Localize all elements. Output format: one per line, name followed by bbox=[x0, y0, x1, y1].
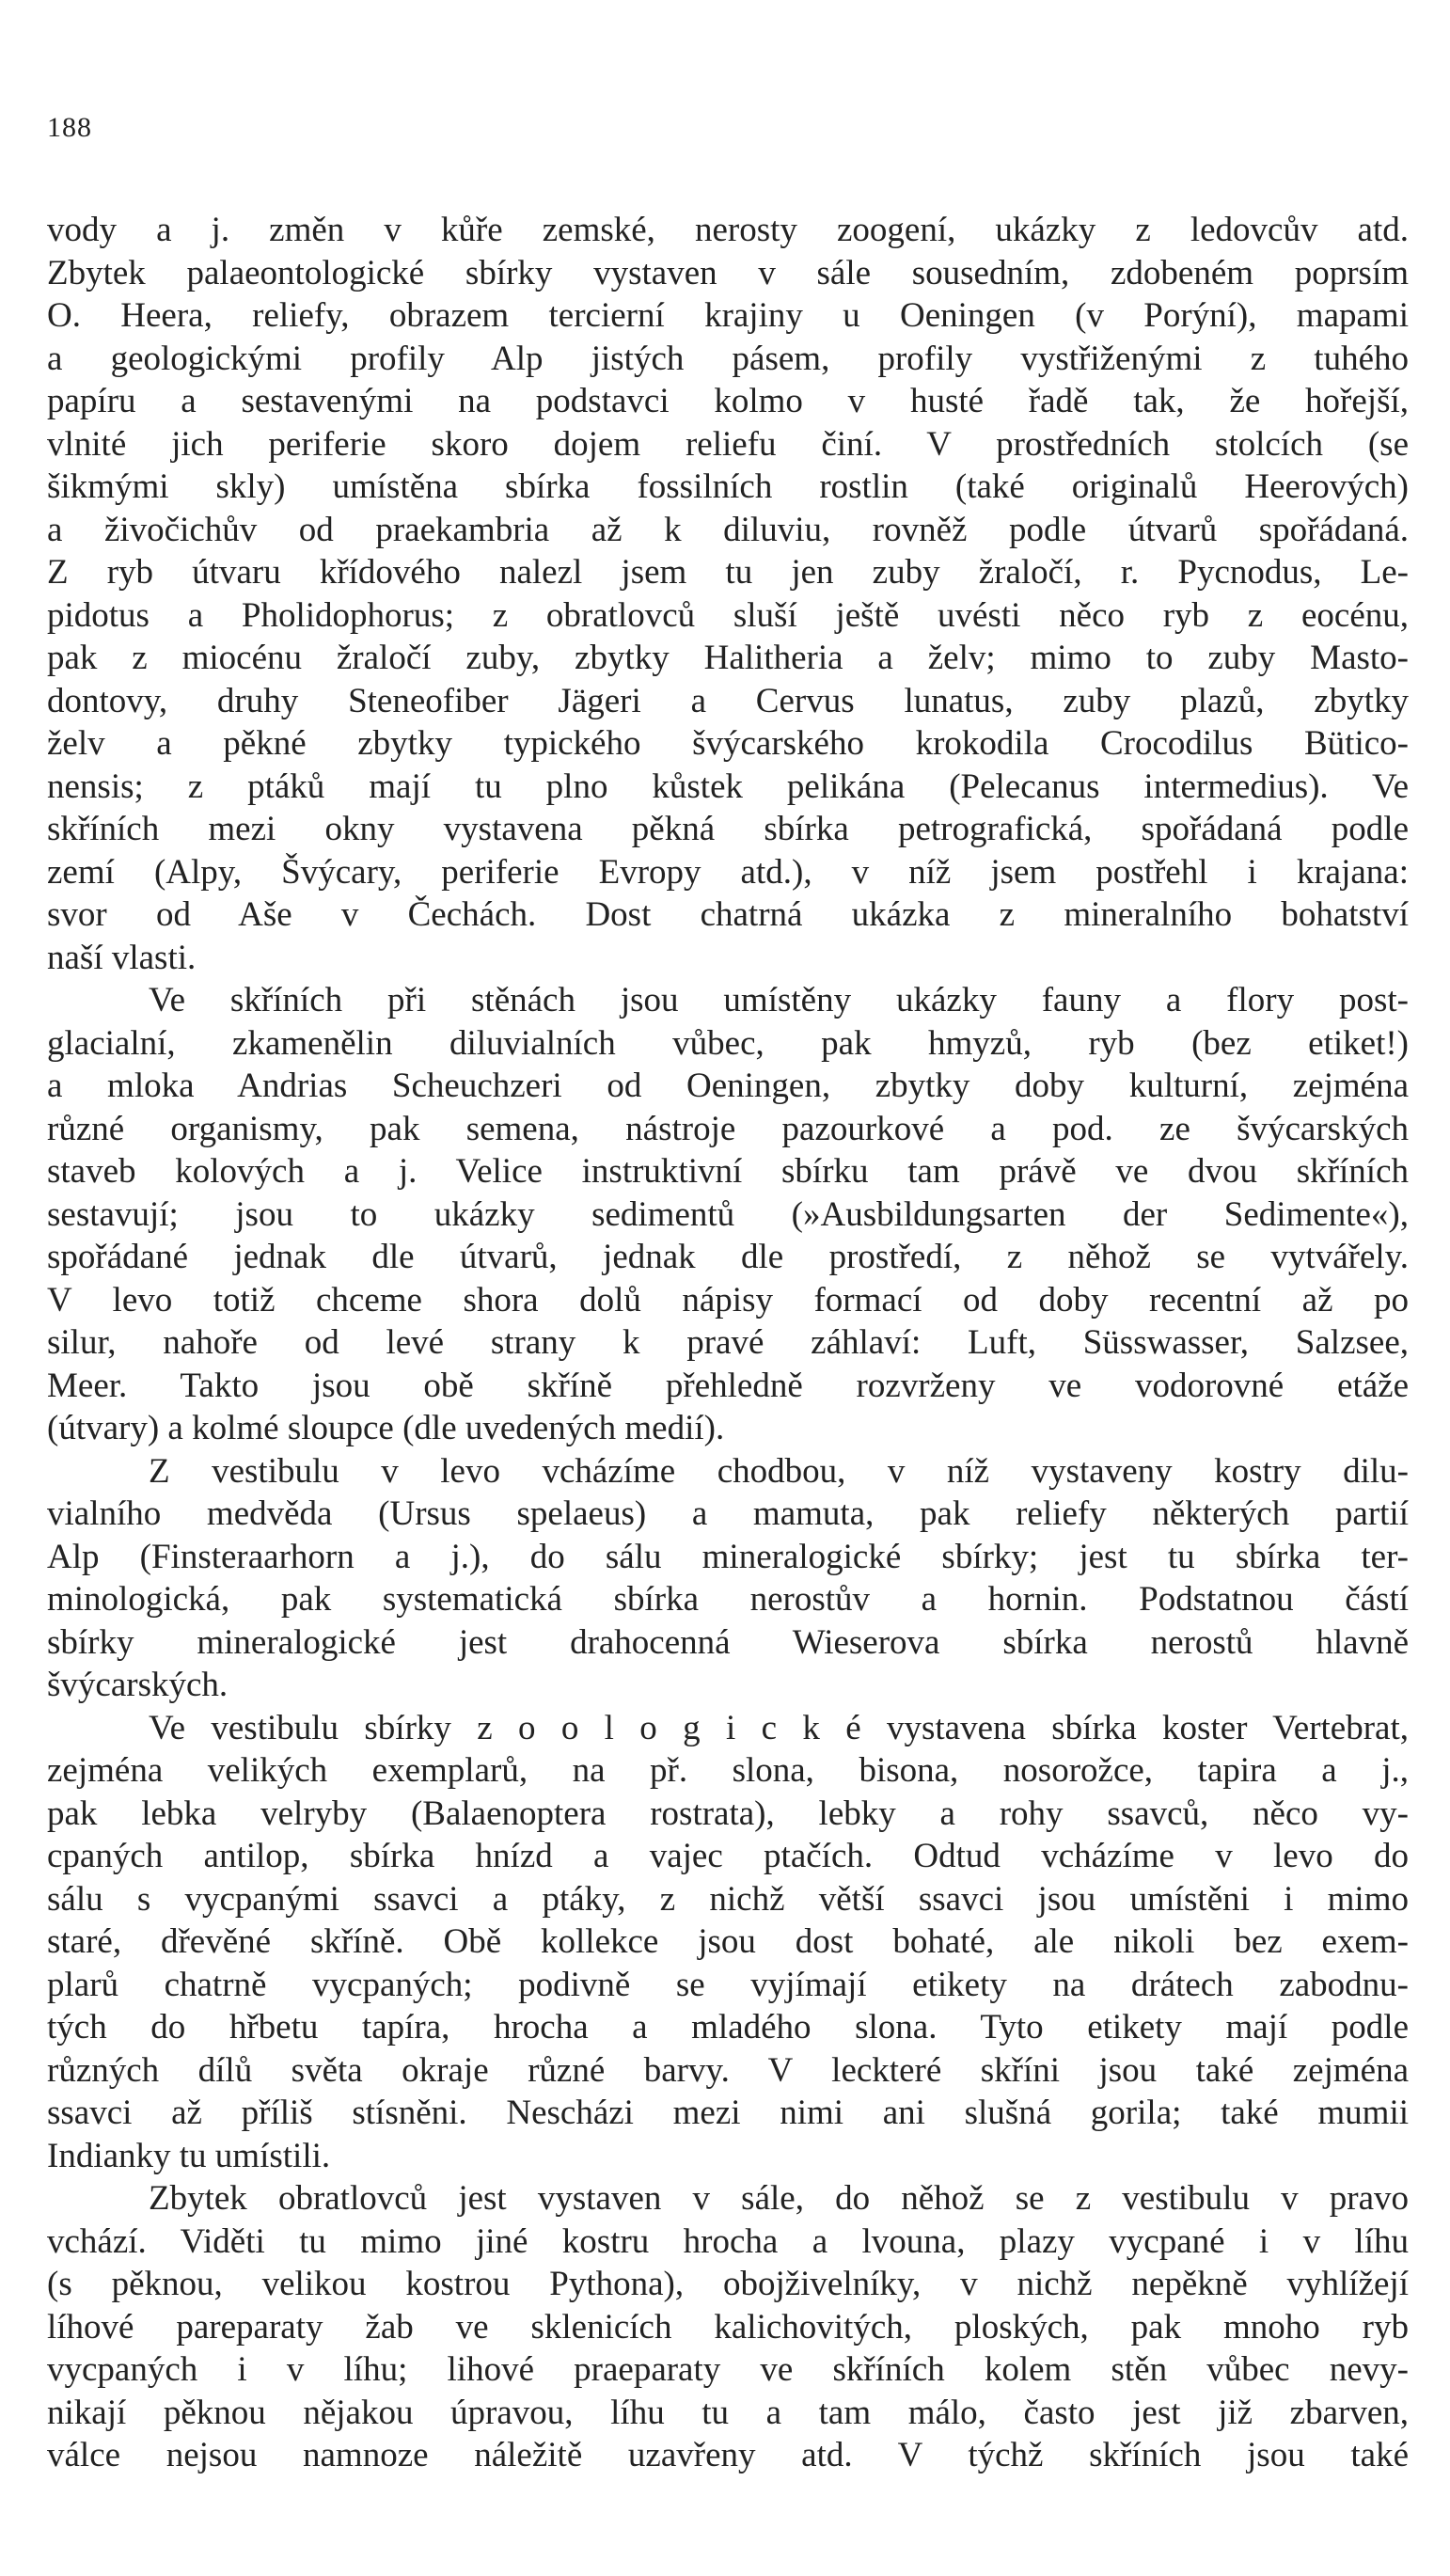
text-line: (s pěknou, velikou kostrou Pythona), obojživelníky, v nichž nepěkně vyhlížejí bbox=[47, 2265, 1409, 2303]
text-line: švýcarských. bbox=[47, 1666, 229, 1704]
text-line: pak lebka velryby (Balaenoptera rostrata), lebky a rohy ssavců, něco vy- bbox=[47, 1794, 1409, 1833]
text-line: staveb kolových a j. Velice instruktivní sbírku tam právě ve dvou skříních bbox=[47, 1152, 1409, 1191]
text-line: a živočichův od praekambria až k diluviu, rovněž podle útvarů spořádaná. bbox=[47, 510, 1409, 549]
text-line: staré, dřevěné skříně. Obě kollekce jsou dost bohaté, ale nikoli bez exem- bbox=[47, 1922, 1409, 1961]
text-line: Indianky tu umístili. bbox=[47, 2136, 331, 2175]
text-line: a geologickými profily Alp jistých pásem, profily vystřiženými z tuhého bbox=[47, 339, 1409, 378]
body-text bbox=[47, 209, 1409, 2477]
text-line: glacialní, zkamenělin diluvialních vůbec, pak hmyzů, ryb (bez etiket!) bbox=[47, 1023, 1409, 1063]
text-line: Alp (Finsteraarhorn a j.), do sálu mineralogické sbírky; jest tu sbírka ter- bbox=[47, 1537, 1409, 1576]
text-line: vialního medvěda (Ursus spelaeus) a mamuta, pak reliefy některých partií bbox=[47, 1494, 1409, 1533]
text-line: vody a j. změn v kůře zemské, nerosty zoogení, ukázky z ledovcův atd. bbox=[47, 211, 1409, 249]
text-line: Z vestibulu v levo vcházíme chodbou, v níž vystaveny kostry dilu- bbox=[149, 1451, 1409, 1491]
text-line: sestavují; jsou to ukázky sedimentů (»Ausbildungsarten der Sedimente«), bbox=[47, 1194, 1409, 1234]
text-line: vchází. Viděti tu mimo jiné kostru hrocha a lvouna, plazy vycpané i v líhu bbox=[47, 2221, 1409, 2261]
text-line: sbírky mineralogické jest drahocenná Wieserova sbírka nerostů hlavně bbox=[47, 1622, 1409, 1662]
text-line: zejména velikých exemplarů, na př. slona, bisona, nosorožce, tapira a j., bbox=[47, 1751, 1409, 1790]
text-line: vycpaných i v líhu; lihové praeparaty ve skříních kolem stěn vůbec nevy- bbox=[47, 2350, 1409, 2389]
text-line: cpaných antilop, sbírka hnízd a vajec ptačích. Odtud vcházíme v levo do bbox=[47, 1837, 1409, 1875]
text-line: pidotus a Pholidophorus; z obratlovců sluší ještě uvésti něco ryb z eocénu, bbox=[47, 595, 1409, 635]
text-line: Ve vestibulu sbírky z o o l o g i c k é vystavena sbírka koster Vertebrat, bbox=[149, 1708, 1409, 1747]
text-line: vlnité jich periferie skoro dojem reliefu činí. V prostředních stolcích (se bbox=[47, 424, 1409, 464]
text-line: zemí (Alpy, Švýcary, periferie Evropy atd.), v níž jsem postřehl i krajana: bbox=[47, 852, 1409, 892]
text-line: naší vlasti. bbox=[47, 938, 197, 977]
text-line: tých do hřbetu tapíra, hrocha a mladého slona. Tyto etikety mají podle bbox=[47, 2008, 1409, 2047]
text-line: želv a pěkné zbytky typického švýcarského krokodila Crocodilus Bütico- bbox=[47, 724, 1409, 763]
text-line: O. Heera, reliefy, obrazem tercierní krajiny u Oeningen (v Porýní), mapami bbox=[47, 296, 1409, 335]
text-line: různé organismy, pak semena, nástroje pazourkové a pod. ze švýcarských bbox=[47, 1109, 1409, 1148]
text-line: svor od Aše v Čechách. Dost chatrná ukázka z mineralního bohatství bbox=[47, 895, 1409, 934]
text-line: Zbytek obratlovců jest vystaven v sále, do něhož se z vestibulu v pravo bbox=[149, 2179, 1409, 2218]
text-line: plarů chatrně vycpaných; podivně se vyjímají etikety na drátech zabodnu- bbox=[47, 1965, 1409, 2004]
text-line: ssavci až příliš stísněni. Nescházi mezi nimi ani slušná gorila; také mumii bbox=[47, 2094, 1409, 2132]
text-line: válce nejsou namnoze náležitě uzavřeny atd. V týchž skříních jsou také bbox=[47, 2436, 1409, 2474]
text-line: líhové pareparaty žab ve sklenicích kalichovitých, ploských, pak mnoho ryb bbox=[47, 2307, 1409, 2347]
text-line: sálu s vycpanými ssavci a ptáky, z nichž větší ssavci jsou umístěni i mimo bbox=[47, 1879, 1409, 1919]
text-line: spořádané jednak dle útvarů, jednak dle prostředí, z něhož se vytvářely. bbox=[47, 1238, 1409, 1276]
text-line: papíru a sestavenými na podstavci kolmo v husté řadě tak, že hořejší, bbox=[47, 382, 1409, 420]
text-line: V levo totiž chceme shora dolů nápisy formací od doby recentní až po bbox=[47, 1280, 1409, 1320]
text-line: a mloka Andrias Scheuchzeri od Oeningen, zbytky doby kulturní, zejména bbox=[47, 1067, 1409, 1105]
text-line: silur, nahoře od levé strany k pravé záhlaví: Luft, Süsswasser, Salzsee, bbox=[47, 1323, 1409, 1362]
page-number: 188 bbox=[47, 112, 92, 143]
text-line: Ve skříních při stěnách jsou umístěny ukázky fauny a flory post- bbox=[149, 981, 1409, 1019]
text-line: nensis; z ptáků mají tu plno kůstek pelikána (Pelecanus intermedius). Ve bbox=[47, 766, 1409, 806]
text-line: dontovy, druhy Steneofiber Jägeri a Cervus lunatus, zuby plazů, zbytky bbox=[47, 681, 1409, 720]
text-line: Zbytek palaeontologické sbírky vystaven v sále sousedním, zdobeném poprsím bbox=[47, 253, 1409, 292]
text-line: skříních mezi okny vystavena pěkná sbírka petrografická, spořádaná podle bbox=[47, 810, 1409, 848]
text-line: Z ryb útvaru křídového nalezl jsem tu jen zuby žraločí, r. Pycnodus, Le- bbox=[47, 553, 1409, 592]
text-line: minologická, pak systematická sbírka nerostův a hornin. Podstatnou částí bbox=[47, 1580, 1409, 1619]
text-line: nikají pěknou nějakou úpravou, líhu tu a tam málo, často jest již zbarven, bbox=[47, 2393, 1409, 2432]
text-line: šikmými skly) umístěna sbírka fossilních rostlin (také originalů Heerových) bbox=[47, 467, 1409, 506]
text-line: Meer. Takto jsou obě skříně přehledně rozvrženy ve vodorovné etáže bbox=[47, 1366, 1409, 1405]
text-line: různých dílů světa okraje různé barvy. V leckteré skříni jsou také zejména bbox=[47, 2050, 1409, 2090]
text-line: (útvary) a kolmé sloupce (dle uvedených medií). bbox=[47, 1409, 725, 1447]
text-line: pak z miocénu žraločí zuby, zbytky Halitheria a želv; mimo to zuby Masto- bbox=[47, 639, 1409, 677]
